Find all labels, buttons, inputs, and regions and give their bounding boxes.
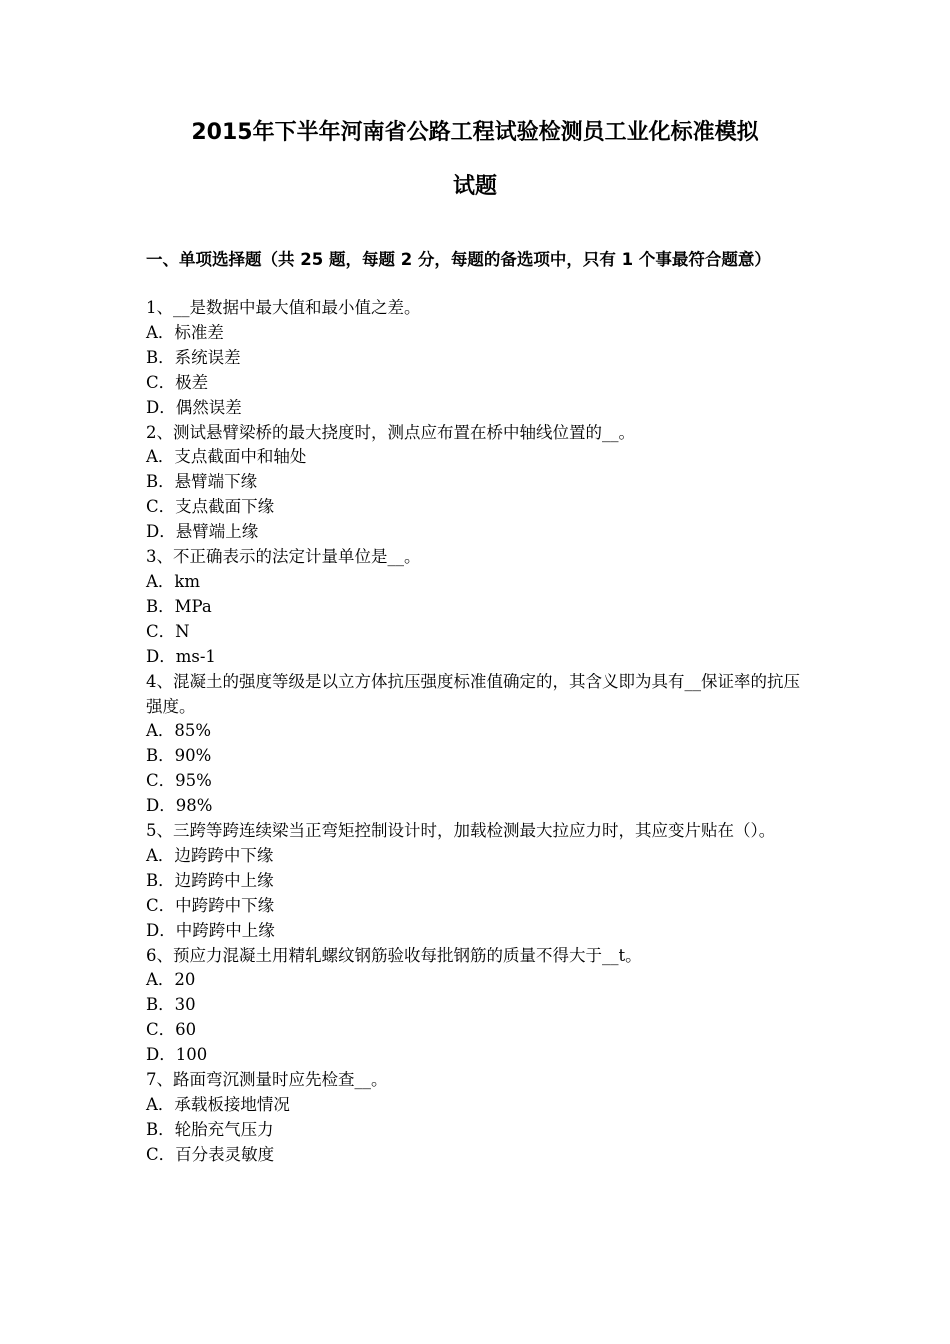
document-title-continuation: 试题 [452,174,497,199]
question-text: 2、测试悬臂梁桥的最大挠度时，测点应布置在桥中轴线位置的__。 [146,422,635,442]
option-a: A．承载板接地情况 [146,1095,290,1114]
option-c: C．百分表灵敏度 [146,1144,275,1164]
question-7 [146,1068,810,1168]
option-b: B．边跨跨中上缘 [146,870,274,890]
option-d: D．中跨跨中上缘 [146,920,275,940]
section-heading: 一、单项选择题（共 25 题，每题 2 分，每题的备选项中，只有 1 个事最符合题意） [146,250,771,269]
question-text: 4、混凝土的强度等级是以立方体抗压强度标准值确定的，其含义即为具有__保证率的抗压强度。 [146,671,800,716]
option-c: C．N [146,621,190,641]
option-list [146,1093,810,1168]
option-a: A．km [146,571,201,591]
option-b: B．悬臂端下缘 [146,472,258,492]
option-c: C．95% [146,771,212,791]
option-b: B．30 [146,995,196,1015]
question-text: 5、三跨等跨连续梁当正弯矩控制设计时，加载检测最大拉应力时，其应变片贴在（）。 [146,821,776,841]
option-d: D．98% [146,796,213,816]
question-text: 6、预应力混凝土用精轧螺纹钢筋验收每批钢筋的质量不得大于__t。 [146,945,642,965]
question-2 [146,421,810,546]
option-list [146,570,810,670]
question-3 [146,545,810,670]
document-title: 2015年下半年河南省公路工程试验检测员工业化标准模拟 [191,120,759,145]
option-c: C．支点截面下缘 [146,497,275,517]
option-b: B．90% [146,746,212,766]
option-list [146,321,810,421]
option-d: D．偶然误差 [146,397,242,417]
option-c: C．中跨跨中下缘 [146,895,275,915]
question-list [146,296,810,1168]
question-text: 3、不正确表示的法定计量单位是__。 [146,547,421,567]
option-c: C．60 [146,1020,197,1040]
option-a: A．支点截面中和轴处 [146,447,307,467]
option-b: B．轮胎充气压力 [146,1119,274,1139]
option-list [146,445,810,545]
option-list [146,968,810,1068]
option-a: A．边跨跨中下缘 [146,845,274,865]
option-a: A．标准差 [146,322,224,342]
question-text: 7、路面弯沉测量时应先检查__。 [146,1070,388,1090]
option-d: D．悬臂端上缘 [146,522,259,542]
question-4 [146,670,810,819]
option-a: A．20 [146,970,196,990]
question-text: 1、__是数据中最大值和最小值之差。 [146,298,421,317]
option-c: C．极差 [146,372,209,392]
option-d: D．ms-1 [146,646,216,666]
option-list [146,719,810,819]
option-list [146,844,810,944]
option-a: A．85% [146,721,212,741]
option-b: B．系统误差 [146,347,241,367]
option-b: B．MPa [146,596,212,616]
question-5 [146,819,810,944]
question-1 [146,296,810,421]
option-d: D．100 [146,1045,208,1065]
question-6 [146,944,810,1069]
